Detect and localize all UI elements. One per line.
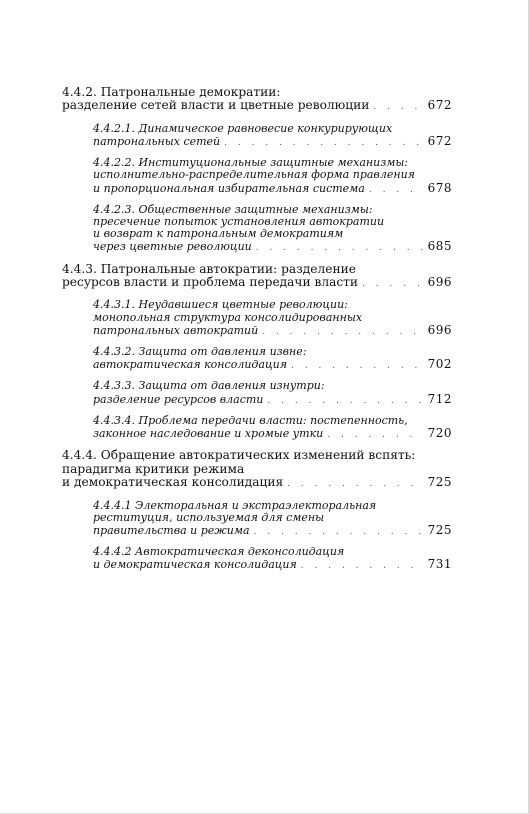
toc-entry-text: и возврат к патрональным демократиям [93,227,344,241]
toc-entry-line [93,240,452,254]
toc-entry-text: 4.4.2.2. Институциональные защитные механизмы: [93,156,408,170]
toc-entry-text: правительства и режима [93,523,250,537]
toc-entry-text: 4.4.3.1. Неудавшиеся цветные революции: [93,298,348,312]
dot-leader [291,360,424,372]
toc-subsection-entry[interactable] [93,346,452,372]
dot-leader [287,478,423,491]
page-number: 696 [427,322,452,337]
dot-leader [254,526,424,538]
toc-entry-text: реституция, используемая для смены [93,510,325,524]
toc-entry-text: пресечение попыток установления автократии [93,215,385,229]
toc-entry-line [62,476,452,491]
dot-leader [224,137,423,149]
toc-subsection-entry[interactable] [93,415,452,441]
page-number: 685 [427,239,452,254]
toc-subsection-entry[interactable] [93,546,452,572]
toc-entry-line [93,182,452,196]
toc-entry-text: патрональных автократий [93,323,259,337]
toc-entry-text: 4.4.2.3. Общественные защитные механизмы: [93,202,373,216]
toc-entry-line [93,346,452,358]
toc-entry-line [93,415,452,427]
dot-leader [262,326,423,338]
toc-entry-text: 4.4.4.1 Электоральная и экстраэлекторальная [93,498,377,512]
toc-entry-line [93,324,452,338]
toc-entry-text: 4.4.4.2 Автократическая деконсолидация [93,545,345,559]
toc-entry-line [93,312,452,324]
toc-subsection-entry[interactable] [93,204,452,255]
toc-entry-text: 4.4.2. Патрональные демократии: [62,85,281,99]
toc-subsection-entry[interactable] [93,299,452,338]
toc-entry-line [62,86,452,99]
toc-entry-text: 4.4.4. Обращение автократических изменений вспять: [62,448,416,463]
page-number: 712 [427,391,452,406]
page-number: 672 [427,134,452,149]
dot-leader [301,560,424,572]
toc-entry-line [93,427,452,441]
toc-entry-line [93,380,452,392]
toc-entry-text: и демократическая консолидация [93,558,297,572]
toc-entry-text: 4.4.3.4. Проблема передачи власти: постепенность, [93,413,408,427]
toc-section-entry[interactable] [62,263,452,292]
table-of-contents [62,86,452,573]
toc-entry-text: ресурсов власти и проблема передачи власти [62,275,359,290]
dot-leader [256,242,424,254]
toc-entry-line [62,263,452,276]
dot-leader [362,278,424,291]
page-number: 696 [427,275,452,290]
toc-section-entry[interactable] [62,86,452,115]
dot-leader [267,395,423,407]
toc-section-entry[interactable] [62,449,452,491]
toc-entry-text: парадигма критики режима [62,461,245,476]
toc-entry-line [93,546,452,558]
toc-entry-text: исполнительно-распределительная форма правления [93,168,415,182]
page-number: 678 [427,180,452,195]
page-number: 672 [427,98,452,113]
toc-entry-line [93,358,452,372]
toc-entry-line [93,512,452,524]
toc-entry-text: монопольная структура консолидированных [93,310,363,324]
dot-leader [327,429,423,441]
toc-entry-text: разделение ресурсов власти [93,392,264,406]
toc-entry-text: через цветные революции [93,240,252,254]
toc-entry-text: законное наследование и хромые утки [93,427,324,441]
toc-entry-text: патрональных сетей [93,135,221,149]
toc-entry-text: 4.4.3.3. Защита от давления изнутри: [93,379,325,393]
page-number: 725 [427,475,452,490]
toc-entry-line [93,228,452,240]
toc-entry-line [62,99,452,114]
toc-entry-line [93,524,452,538]
page-number: 702 [427,357,452,372]
page-number: 720 [427,426,452,441]
toc-entry-line [93,393,452,407]
toc-entry-text: 4.4.3. Патрональные автократии: разделение [62,261,356,276]
toc-entry-line [62,463,452,476]
toc-subsection-entry[interactable] [93,380,452,406]
page-number: 731 [427,557,452,572]
toc-entry-line [62,449,452,462]
toc-entry-line [62,276,452,291]
toc-subsection-entry[interactable] [93,157,452,196]
toc-subsection-entry[interactable] [93,123,452,149]
toc-subsection-entry[interactable] [93,500,452,539]
dot-leader [373,101,423,114]
toc-entry-text: автократическая консолидация [93,358,287,372]
toc-entry-text: и демократическая консолидация [62,475,284,490]
toc-entry-text: 4.4.3.2. Защита от давления извне: [93,345,307,359]
toc-entry-line [93,169,452,181]
toc-entry-line [93,135,452,149]
toc-entry-text: разделение сетей власти и цветные революции [62,98,370,113]
toc-entry-text: 4.4.2.1. Динамическое равновесие конкурирующих [93,121,393,135]
toc-entry-text: и пропорциональная избирательная система [93,181,365,195]
toc-entry-line [93,123,452,135]
dot-leader [369,184,424,196]
page-number: 725 [427,522,452,537]
toc-entry-line [93,558,452,572]
